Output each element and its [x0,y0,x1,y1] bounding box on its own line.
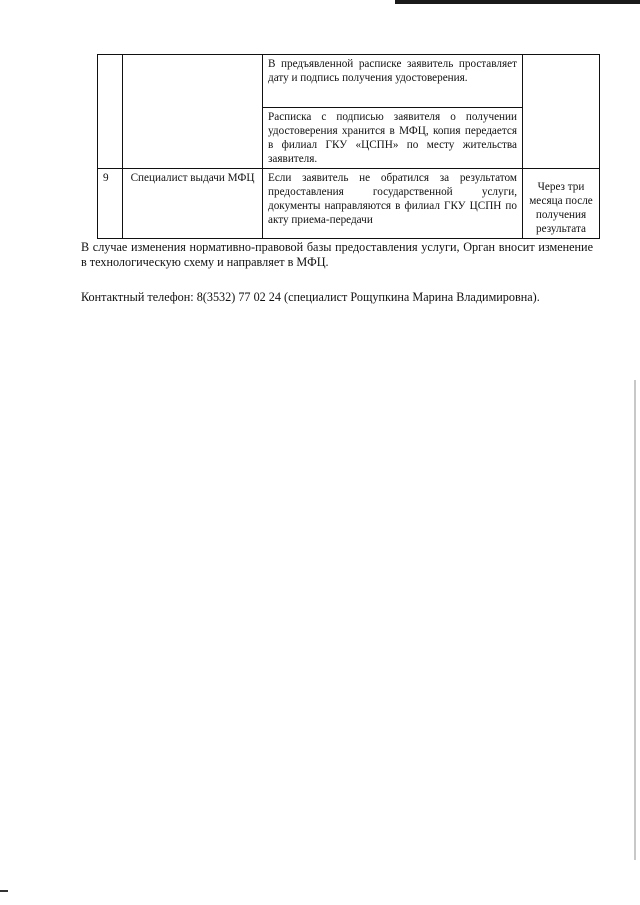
role-cell [123,55,263,169]
scan-mark-bottom [0,890,8,892]
term-cell: Через три месяца после получения результата [523,169,600,239]
description-cell: В предъявленной расписке заявитель проставляет дату и подпись получения удостоверения. [263,55,523,108]
scan-edge-top [395,0,640,4]
scan-edge-right [634,380,636,860]
contact-paragraph: Контактный телефон: 8(3532) 77 02 24 (специалист Рощупкина Марина Владимировна). [81,290,540,304]
table-row [98,55,600,108]
row-number-cell: 9 [98,169,123,239]
description-cell: Если заявитель не обратился за результатом предоставления государственной услуги, документы направляются в филиал ГКУ ЦСПН по акту приема-передачи [263,169,523,239]
role-cell: Специалист выдачи МФЦ [123,169,263,239]
description-cell: Расписка с подписью заявителя о получении удостоверения хранится в МФЦ, копия передается в филиал ГКУ «ЦСПН» по месту жительства заявителя. [263,108,523,169]
process-table [97,54,600,239]
table-row [98,169,600,239]
term-cell [523,55,600,169]
row-number-cell [98,55,123,169]
change-notice-paragraph: В случае изменения нормативно-правовой базы предоставления услуги, Орган вносит изменение в технологическую схему и направляет в МФЦ. [81,240,593,269]
